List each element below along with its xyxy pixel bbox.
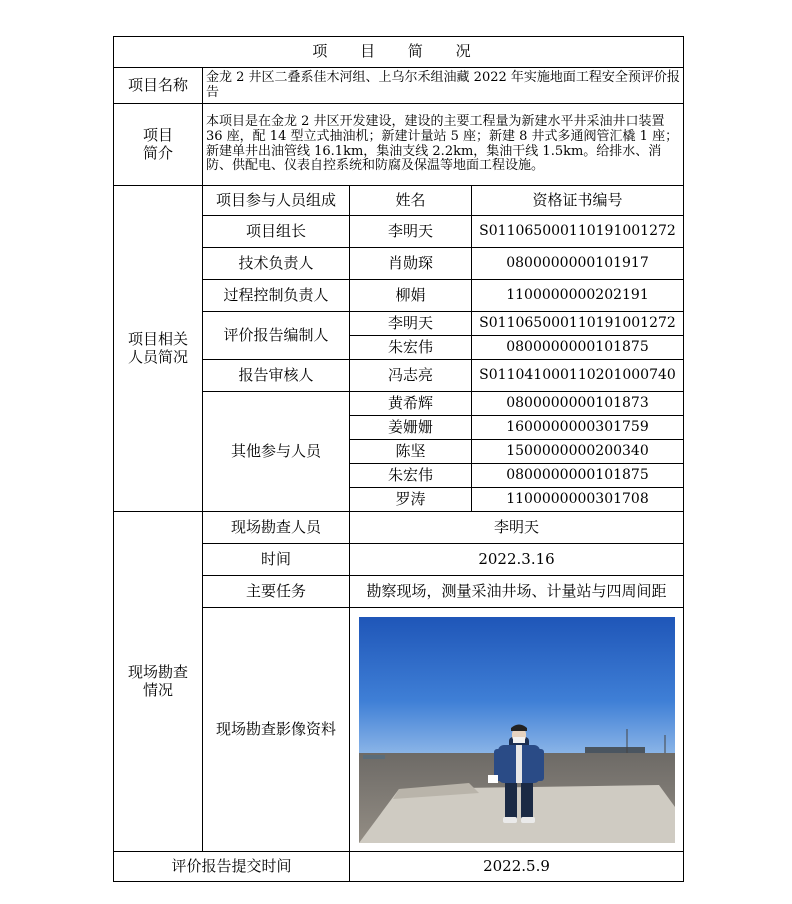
personnel-name: 冯志亮 [350, 360, 472, 392]
survey-time-value: 2022.3.16 [350, 544, 684, 576]
personnel-role: 评价报告编制人 [203, 312, 350, 360]
survey-image-label: 现场勘查影像资料 [203, 608, 350, 852]
submission-label: 评价报告提交时间 [114, 852, 350, 882]
personnel-label-line2: 人员简况 [127, 347, 188, 366]
personnel-name: 朱宏伟 [350, 336, 472, 360]
survey-photo-image [359, 617, 675, 843]
survey-label-line2: 情况 [142, 680, 173, 699]
survey-section-label [114, 512, 203, 852]
project-intro-label-line1: 项目 [142, 126, 173, 145]
personnel-role: 过程控制负责人 [203, 280, 350, 312]
table-title: 项 目 简 况 [114, 37, 684, 68]
personnel-cert-number: 0800000000101875 [472, 464, 684, 488]
personnel-name: 陈坚 [350, 440, 472, 464]
personnel-section-label [114, 186, 203, 512]
personnel-name: 黄希辉 [350, 392, 472, 416]
personnel-role: 报告审核人 [203, 360, 350, 392]
survey-photo [359, 617, 675, 843]
project-overview-table [113, 36, 684, 882]
personnel-role: 技术负责人 [203, 248, 350, 280]
personnel-name: 柳娟 [350, 280, 472, 312]
surveyor-value: 李明天 [350, 512, 684, 544]
personnel-cert-number: 0800000000101873 [472, 392, 684, 416]
project-intro-text: 本项目是在金龙 2 井区开发建设，建设的主要工程量为新建水平井采油井口装置 36 座，配 14 型立式抽油机；新建计量站 5 座；新建 8 井式多通阀管汇橇 1 座；新建单井出油管线 16.1km，集油支线 2.2km，集油干线 1.5km。给排水、消防、供配电、仪表自控系统和防腐及保温等地面工程设施。 [203, 104, 684, 186]
personnel-cert-number: S011065000110191001272 [472, 312, 684, 336]
personnel-name: 罗涛 [350, 488, 472, 512]
personnel-role: 项目组长 [203, 216, 350, 248]
survey-task-label: 主要任务 [203, 576, 350, 608]
survey-label-line1: 现场勘查 [127, 663, 188, 682]
personnel-cert-number: S011041000110201000740 [472, 360, 684, 392]
personnel-label-line1: 项目相关 [127, 330, 188, 349]
project-name-value: 金龙 2 井区二叠系佳木河组、上乌尔禾组油藏 2022 年实施地面工程安全预评价报告 [203, 68, 684, 104]
personnel-cert-number: 0800000000101875 [472, 336, 684, 360]
personnel-name: 肖勋琛 [350, 248, 472, 280]
survey-photo-cell [350, 608, 684, 852]
personnel-cert-number: 1600000000301759 [472, 416, 684, 440]
project-intro-label-line2: 简介 [142, 143, 173, 162]
personnel-name: 姜姗姗 [350, 416, 472, 440]
personnel-cert-number: 1500000000200340 [472, 440, 684, 464]
column-header-name: 姓名 [350, 186, 472, 216]
personnel-cert-number: 0800000000101917 [472, 248, 684, 280]
survey-task-value: 勘察现场，测量采油井场、计量站与四周间距 [350, 576, 684, 608]
personnel-cert-number: 1100000000202191 [472, 280, 684, 312]
personnel-cert-number: 1100000000301708 [472, 488, 684, 512]
personnel-cert-number: S011065000110191001272 [472, 216, 684, 248]
personnel-name: 朱宏伟 [350, 464, 472, 488]
survey-time-label: 时间 [203, 544, 350, 576]
surveyor-label: 现场勘查人员 [203, 512, 350, 544]
project-intro-label [114, 104, 203, 186]
submission-value: 2022.5.9 [350, 852, 684, 882]
personnel-name: 李明天 [350, 216, 472, 248]
column-header-role: 项目参与人员组成 [203, 186, 350, 216]
project-name-label: 项目名称 [114, 68, 203, 104]
column-header-cert: 资格证书编号 [472, 186, 684, 216]
personnel-name: 李明天 [350, 312, 472, 336]
personnel-role: 其他参与人员 [203, 392, 350, 512]
